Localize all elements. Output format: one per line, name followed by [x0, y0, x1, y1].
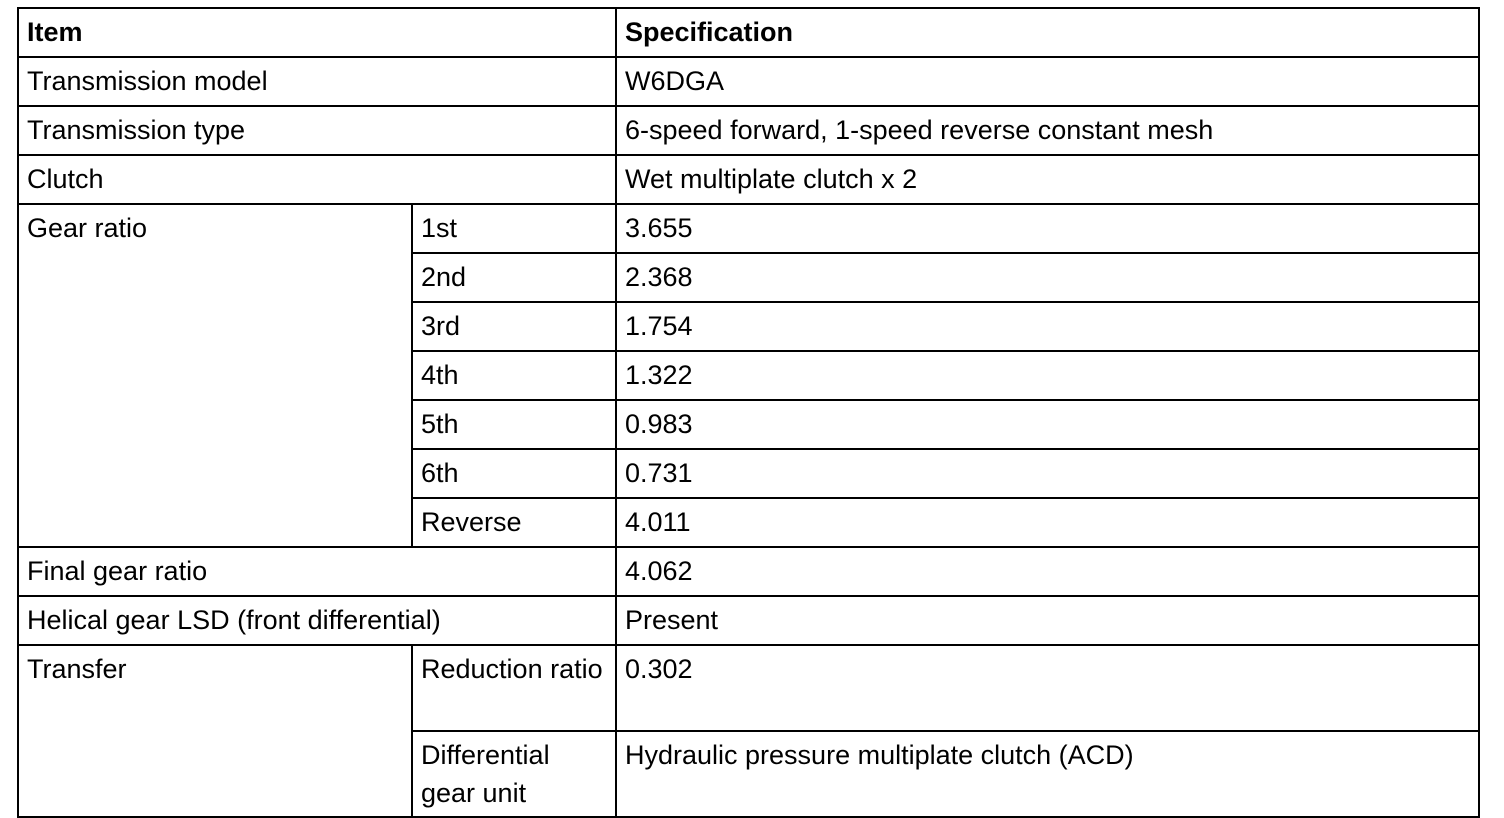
- row-value-helical-lsd: Present: [616, 596, 1479, 645]
- row-label-gear-ratio: Gear ratio: [18, 204, 412, 547]
- row-label-clutch: Clutch: [18, 155, 616, 204]
- row-value-transmission-type: 6-speed forward, 1-speed reverse constant mesh: [616, 106, 1479, 155]
- gear-value: 4.011: [616, 498, 1479, 547]
- gear-name: 3rd: [412, 302, 616, 351]
- gear-name: Reverse: [412, 498, 616, 547]
- table-row: [18, 645, 1479, 731]
- row-value-transmission-model: W6DGA: [616, 57, 1479, 106]
- transfer-sub-label: Differential gear unit: [412, 731, 616, 817]
- gear-name: 6th: [412, 449, 616, 498]
- gear-name: 5th: [412, 400, 616, 449]
- table-row: [18, 155, 1479, 204]
- header-specification: Specification: [616, 8, 1479, 57]
- row-label-transmission-model: Transmission model: [18, 57, 616, 106]
- table-row: [18, 57, 1479, 106]
- gear-value: 0.983: [616, 400, 1479, 449]
- gear-value: 1.754: [616, 302, 1479, 351]
- spec-table: [17, 7, 1480, 818]
- gear-value: 1.322: [616, 351, 1479, 400]
- transfer-sub-label: Reduction ratio: [412, 645, 616, 731]
- gear-value: 2.368: [616, 253, 1479, 302]
- row-label-final-gear-ratio: Final gear ratio: [18, 547, 616, 596]
- table-row: [18, 596, 1479, 645]
- row-label-transmission-type: Transmission type: [18, 106, 616, 155]
- table-row: [18, 106, 1479, 155]
- row-value-final-gear-ratio: 4.062: [616, 547, 1479, 596]
- header-item: Item: [18, 8, 616, 57]
- gear-name: 1st: [412, 204, 616, 253]
- row-value-clutch: Wet multiplate clutch x 2: [616, 155, 1479, 204]
- transfer-value: Hydraulic pressure multiplate clutch (ACD): [616, 731, 1479, 817]
- gear-value: 3.655: [616, 204, 1479, 253]
- row-label-helical-lsd: Helical gear LSD (front differential): [18, 596, 616, 645]
- gear-name: 4th: [412, 351, 616, 400]
- header-row: [18, 8, 1479, 57]
- transfer-value: 0.302: [616, 645, 1479, 731]
- table-row: [18, 547, 1479, 596]
- table-row: [18, 204, 1479, 253]
- gear-value: 0.731: [616, 449, 1479, 498]
- row-label-transfer: Transfer: [18, 645, 412, 817]
- gear-name: 2nd: [412, 253, 616, 302]
